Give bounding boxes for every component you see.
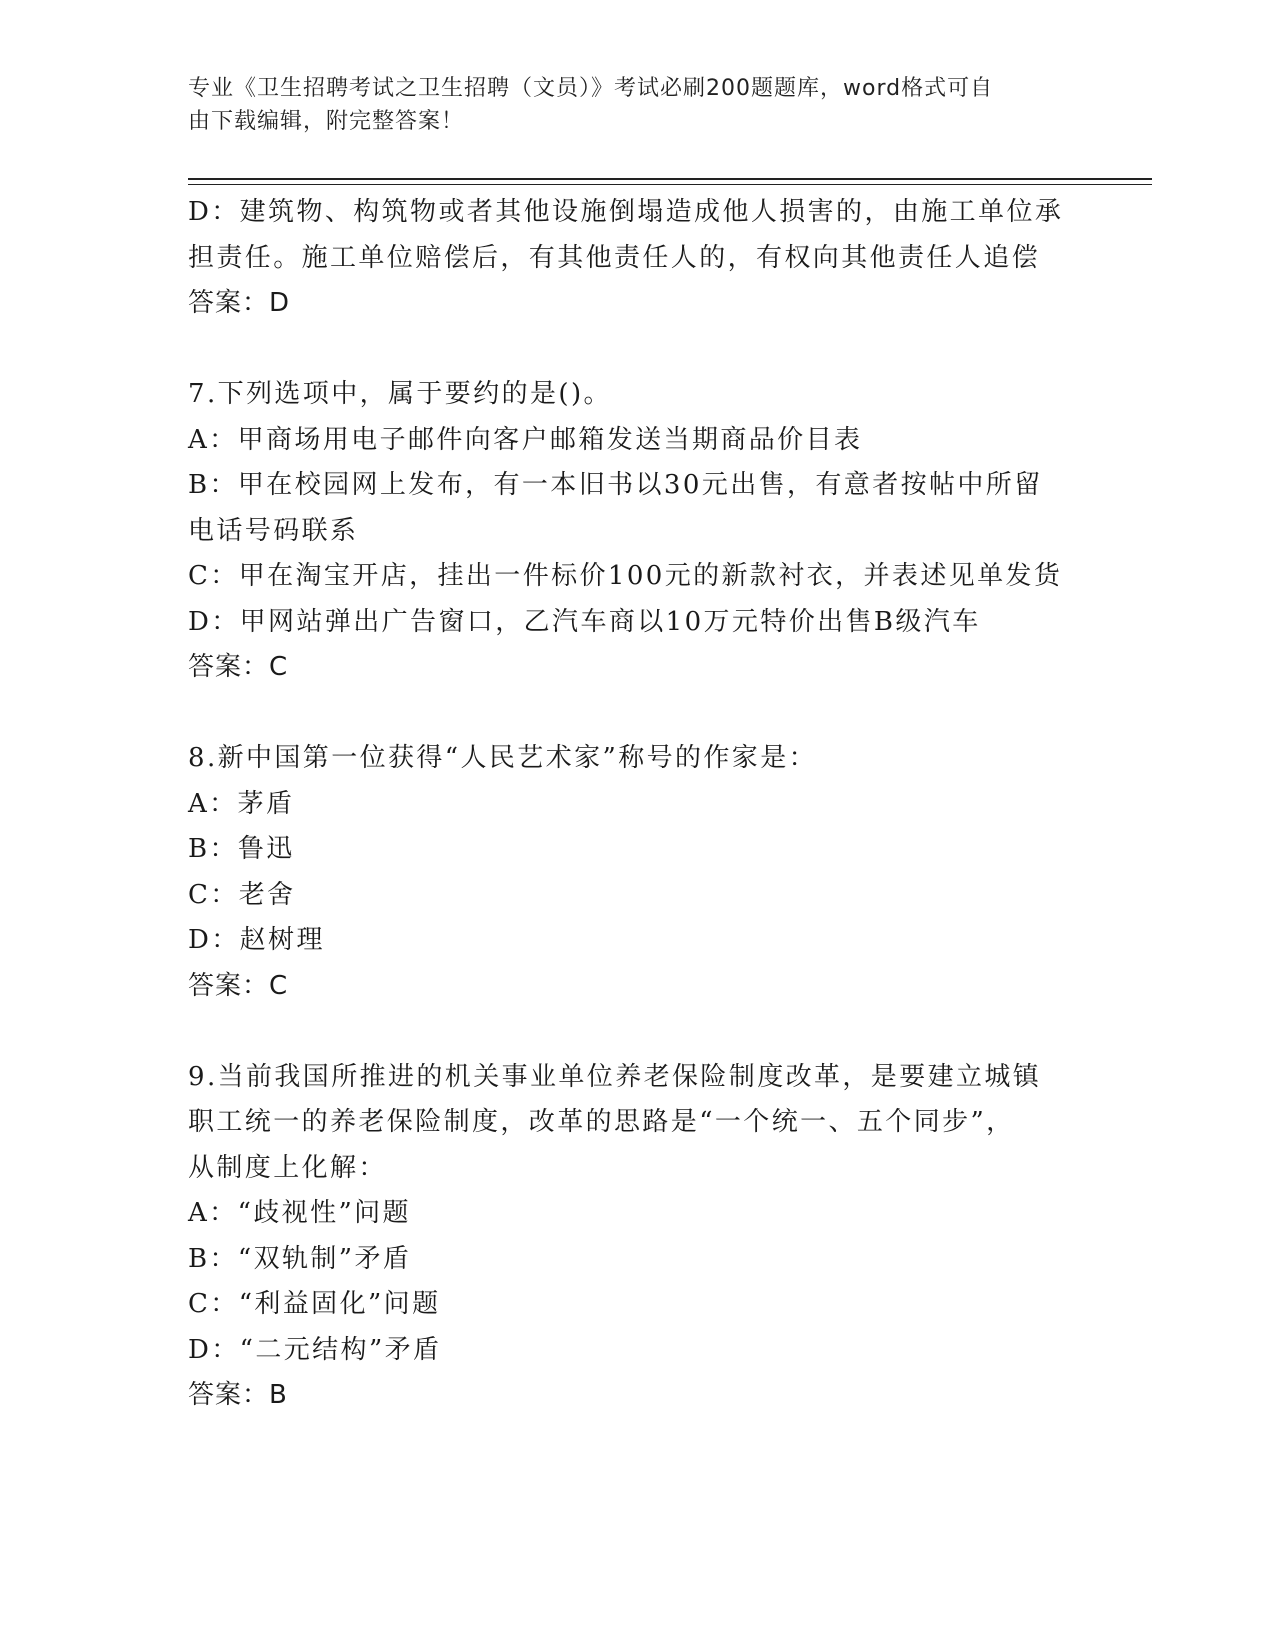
- header-line-2: 由下载编辑，附完整答案！: [188, 109, 465, 134]
- question-stem: 9.当前我国所推进的机关事业单位养老保险制度改革，是要建立城镇: [188, 1061, 1042, 1092]
- question-block-9: [188, 1055, 1088, 1419]
- option-d-continued: 担责任。施工单位赔偿后，有其他责任人的，有权向其他责任人追偿: [188, 242, 1041, 273]
- spacer: [188, 1009, 1088, 1055]
- option-a: A：甲商场用电子邮件向客户邮箱发送当期商品价目表: [188, 424, 863, 455]
- option-d: D：甲网站弹出广告窗口，乙汽车商以10万元特价出售B级汽车: [188, 606, 981, 637]
- document-header: [188, 72, 1068, 138]
- question-stem: 8.新中国第一位获得“人民艺术家”称号的作家是：: [188, 743, 817, 773]
- option-c: C：老舍: [188, 879, 296, 910]
- spacer: [188, 691, 1088, 737]
- question-block-8: [188, 736, 1088, 1009]
- question-list: [188, 190, 1088, 1419]
- question-stem: 7.下列选项中，属于要约的是()。: [188, 379, 612, 409]
- option-c: C：“利益固化”问题: [188, 1289, 441, 1319]
- option-c: C：甲在淘宝开店，挂出一件标价100元的新款衬衣，并表述见单发货: [188, 561, 1063, 591]
- option-b-continued: 电话号码联系: [188, 515, 359, 546]
- header-divider-thin: [188, 184, 1152, 185]
- answer-line: 答案：C: [188, 652, 289, 682]
- answer-line: 答案：C: [188, 970, 289, 1001]
- spacer: [188, 327, 1088, 373]
- option-a: A：茅盾: [188, 788, 295, 819]
- question-block-7: [188, 372, 1088, 691]
- option-d: D：建筑物、构筑物或者其他设施倒塌造成他人损害的，由施工单位承: [188, 197, 1064, 227]
- option-a: A：“歧视性”问题: [188, 1198, 411, 1228]
- question-stem-continued: 从制度上化解：: [188, 1152, 387, 1183]
- option-b: B：“双轨制”矛盾: [188, 1243, 412, 1274]
- option-b: B：鲁迅: [188, 834, 295, 864]
- question-block-prev: [188, 190, 1088, 327]
- header-line-1: 专业《卫生招聘考试之卫生招聘（文员）》考试必刷200题题库，word格式可自: [188, 76, 994, 101]
- option-d: D：“二元结构”矛盾: [188, 1334, 442, 1365]
- option-d: D：赵树理: [188, 925, 325, 955]
- header-divider-thick: [188, 178, 1152, 180]
- answer-line: 答案：D: [188, 288, 291, 318]
- answer-line: 答案：B: [188, 1380, 288, 1410]
- option-b: B：甲在校园网上发布，有一本旧书以30元出售，有意者按帖中所留: [188, 470, 1043, 500]
- question-stem-continued: 职工统一的养老保险制度，改革的思路是“一个统一、五个同步”，: [188, 1107, 1015, 1137]
